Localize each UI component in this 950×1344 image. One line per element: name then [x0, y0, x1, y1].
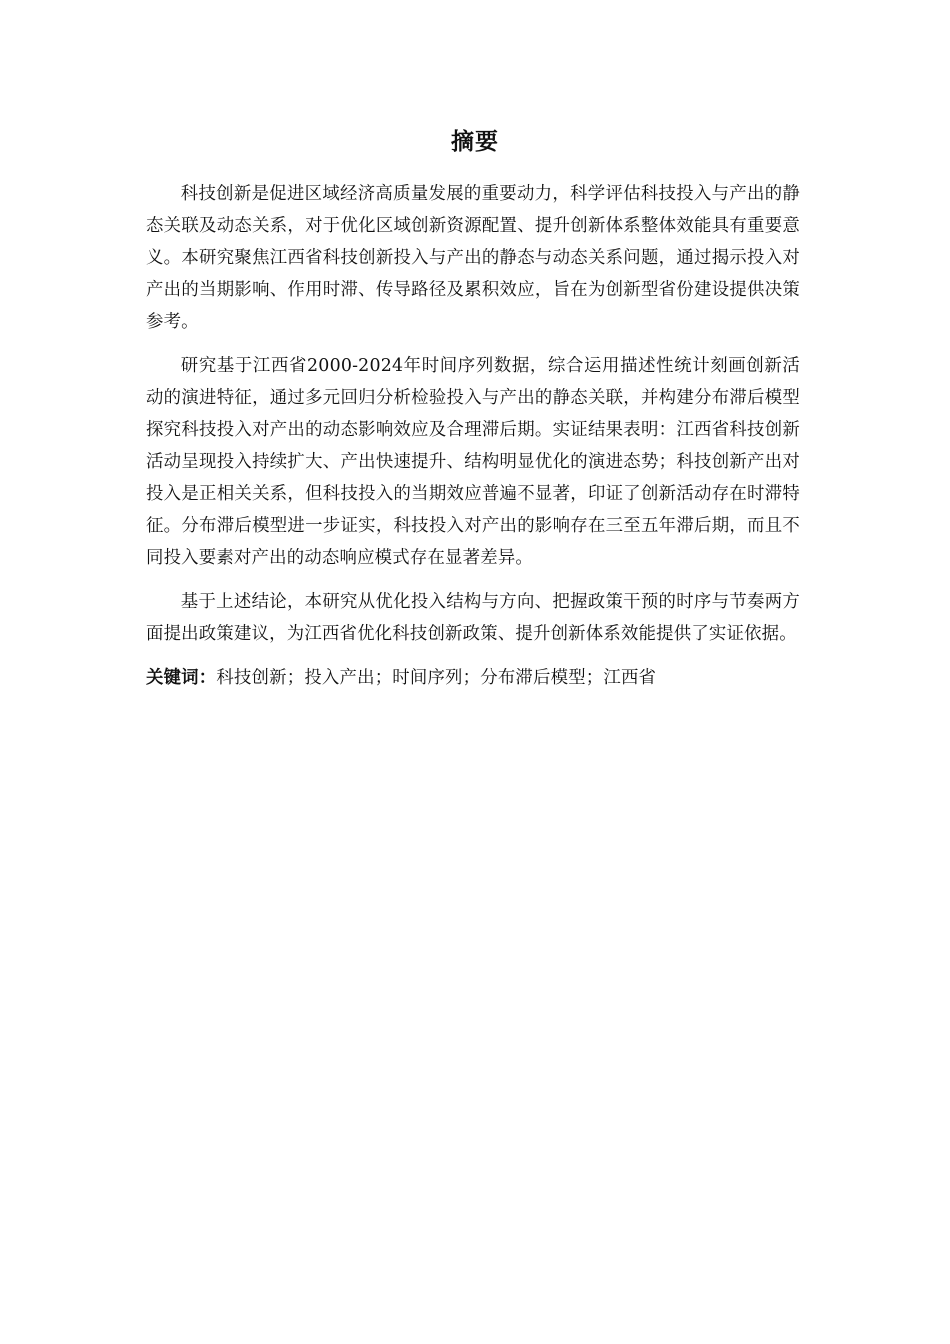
abstract-paragraph-2: 研究基于江西省2000-2024年时间序列数据，综合运用描述性统计刻画创新活动的演进特征，通过多元回归分析检验投入与产出的静态关联，并构建分布滞后模型探究科技投入对产出的动态影响效应及合理滞后期。实证结果表明：江西省科技创新活动呈现投入持续扩大、产出快速提升、结构明显优化的演进态势；科技创新产出对投入是正相关关系，但科技投入的当期效应普遍不显著，印证了创新活动存在时滞特征。分布滞后模型进一步证实，科技投入对产出的影响存在三至五年滞后期，而且不同投入要素对产出的动态响应模式存在显著差异。: [146, 356, 800, 568]
abstract-paragraph-1: 科技创新是促进区域经济高质量发展的重要动力，科学评估科技投入与产出的静态关联及动态关系，对于优化区域创新资源配置、提升创新体系整体效能具有重要意义。本研究聚焦江西省科技创新投入与产出的静态与动态关系问题，通过揭示投入对产出的当期影响、作用时滞、传导路径及累积效应，旨在为创新型省份建设提供决策参考。: [146, 184, 800, 332]
abstract-body: [146, 178, 800, 694]
keywords-text: 科技创新；投入产出；时间序列；分布滞后模型；江西省: [216, 668, 657, 688]
keywords-line: [146, 662, 800, 694]
keywords-label: 关键词：: [146, 668, 217, 688]
abstract-paragraph-3: 基于上述结论，本研究从优化投入结构与方向、把握政策干预的时序与节奏两方面提出政策建议，为江西省优化科技创新政策、提升创新体系效能提供了实证依据。: [146, 592, 800, 644]
abstract-title: 摘要: [451, 129, 499, 155]
